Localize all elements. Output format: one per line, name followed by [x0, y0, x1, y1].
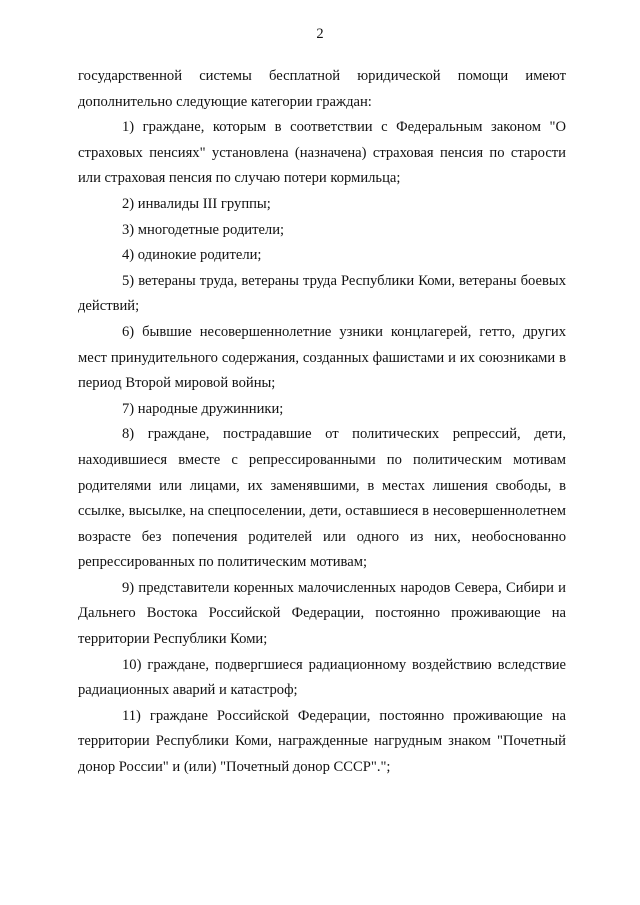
list-item-10: 10) граждане, подвергшиеся радиационному воздействию вследствие радиационных аварий и катастроф;: [78, 656, 566, 699]
paragraph-intro: государственной системы бесплатной юридической помощи имеют дополнительно следующие категории граждан:: [78, 68, 566, 110]
list-item-3: 3) многодетные родители;: [122, 221, 285, 238]
list-item-11: 11) граждане Российской Федерации, постоянно проживающие на территории Республики Коми, награжденные нагрудным знаком "Почетный донор России" и (или) "Почетный донор СССР".";: [78, 707, 566, 776]
list-item-8: 8) граждане, пострадавшие от политических репрессий, дети, находившиеся вместе с репрессированными по политическим мотивам родителями или лицами, их заменявшими, в местах лишения свободы, в ссылке, высылке, на спецпоселении, дети, оставшиеся в несовершеннолетнем возрасте без попечения родителей или одного из них, необоснованно репрессированных по политическим мотивам;: [78, 426, 566, 571]
list-item-6: 6) бывшие несовершеннолетние узники концлагерей, гетто, других мест принудительного содержания, созданных фашистами и их союзниками в период Второй мировой войны;: [78, 323, 566, 392]
list-item-1: 1) граждане, которым в соответствии с Федеральным законом "О страховых пенсиях" установлена (назначена) страховая пенсия по старости или страховая пенсия по случаю потери кормильца;: [78, 119, 566, 187]
list-item-7: 7) народные дружинники;: [122, 400, 284, 417]
list-item-2: 2) инвалиды III группы;: [122, 195, 271, 212]
list-item-5: 5) ветераны труда, ветераны труда Республики Коми, ветераны боевых действий;: [78, 272, 566, 315]
list-item-4: 4) одинокие родители;: [122, 247, 262, 264]
list-item-9: 9) представители коренных малочисленных народов Севера, Сибири и Дальнего Востока Российской Федерации, постоянно проживающие на территории Республики Коми;: [78, 579, 566, 648]
page-number: 2: [316, 26, 324, 42]
document-body: [78, 64, 566, 781]
